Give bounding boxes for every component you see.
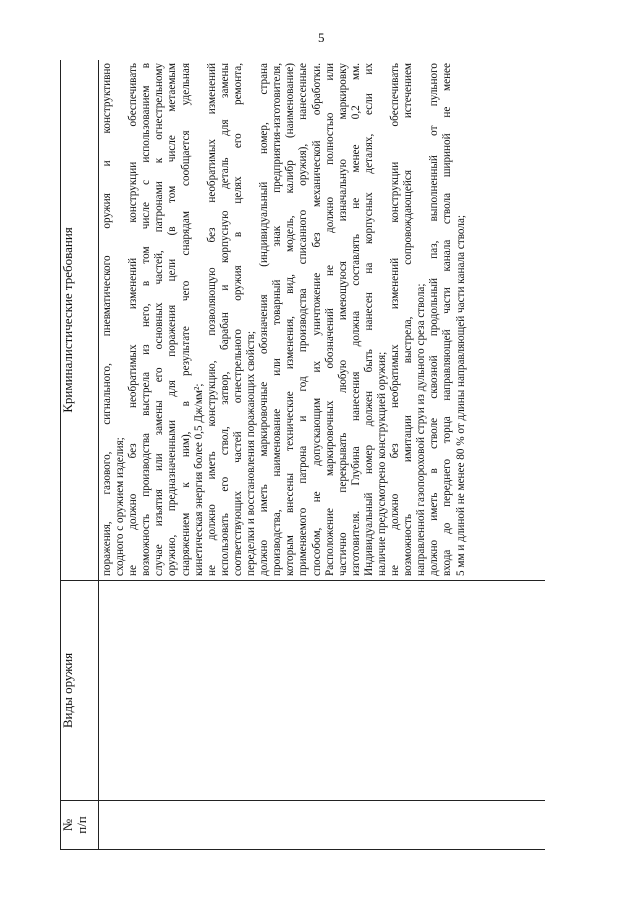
requirement-line: 5 мм и длиной не менее 80 % от длины направляющей части канала ствола;: [454, 214, 467, 576]
header-number-line-2: п/п: [74, 816, 89, 834]
requirement-line: способом, не допускающим их уничтожение без механической обработки.: [310, 63, 323, 576]
requirement-line: должно иметь маркировочные обозначения (индивидуальный номер, страна: [258, 63, 271, 576]
requirement-line: направленной газопороховой струи из дульного среза ствола;: [415, 283, 428, 576]
header-weapon-types: Виды оружия: [61, 581, 99, 801]
requirement-line: возможность имитации выстрела, сопровождающейся истечением: [402, 63, 415, 576]
cell-requirements: [99, 60, 546, 581]
page-number: 5: [318, 30, 325, 45]
requirement-line: использовать его ствол, затвор, барабан и корпусную деталь для замены: [218, 63, 231, 576]
requirement-line: Индивидуальный номер должен быть нанесен на корпусных деталях, если их: [362, 63, 375, 576]
rotated-table-area: [60, 60, 545, 850]
requirement-line: случае изъятия или замены его основных частей, патронами к огнестрельному: [153, 63, 166, 576]
table-header-row: [61, 60, 99, 850]
requirement-line: наличие предусмотрено конструкцией оружия;: [375, 351, 388, 576]
requirement-line: входа до переднего торца направляющей части канала ствола шириной не менее: [441, 63, 454, 576]
requirement-line: оружию, предназначенными для поражения цели (в том числе метаемым: [166, 63, 179, 576]
requirements-text: [99, 60, 468, 580]
header-number: [61, 801, 99, 850]
requirement-line: не должно без необратимых изменений конструкции обеспечивать: [127, 63, 140, 576]
requirement-line: не должно без необратимых изменений конструкции обеспечивать: [389, 63, 402, 576]
requirement-line: соответствующих частей огнестрельного оружия в целях его ремонта,: [231, 63, 244, 576]
requirement-line: переделки и восстановления поражающих свойств;: [245, 331, 258, 576]
requirements-table: [60, 60, 545, 850]
requirement-line: возможность производства выстрела из него, в том числе с использованием в: [140, 63, 153, 576]
cell-weapon-types: [99, 581, 546, 801]
requirement-line: частично перекрывать любую имеющуюся изначальную маркировку: [336, 63, 349, 576]
requirement-line: должно иметь в стволе сквозной продольный паз, выполненный от пульного: [428, 63, 441, 576]
requirement-line: не должно иметь конструкцию, позволяющую без необратимых изменений: [205, 63, 218, 576]
requirement-line: сходного с оружием изделия;: [114, 437, 127, 576]
requirement-line: применяемого патрона и год производства списанного оружия), нанесенные: [297, 63, 310, 576]
header-requirements: Криминалистические требования: [61, 60, 99, 581]
requirement-line: Расположение маркировочных обозначений не должно полностью или: [323, 63, 336, 576]
requirement-line: снаряжением к ним), в результате чего снарядам сообщается удельная: [179, 63, 192, 576]
header-number-line-1: №: [60, 818, 75, 832]
requirement-line: которым внесены технические изменения, вид, модель, калибр (наименование): [284, 63, 297, 576]
table-row: [99, 60, 546, 850]
requirement-line: кинетическая энергия более 0,5 Дж/мм²;: [192, 383, 205, 576]
requirement-line: поражения, газового, сигнального, пневматического оружия и конструктивно: [101, 63, 113, 576]
requirement-line: изготовителя. Глубина нанесения должна составлять не менее 0,2 мм.: [349, 63, 362, 576]
rotated-table-content: [60, 60, 545, 850]
requirement-line: производства, наименование или товарный знак предприятия-изготовителя,: [271, 63, 284, 576]
cell-number: [99, 801, 546, 850]
